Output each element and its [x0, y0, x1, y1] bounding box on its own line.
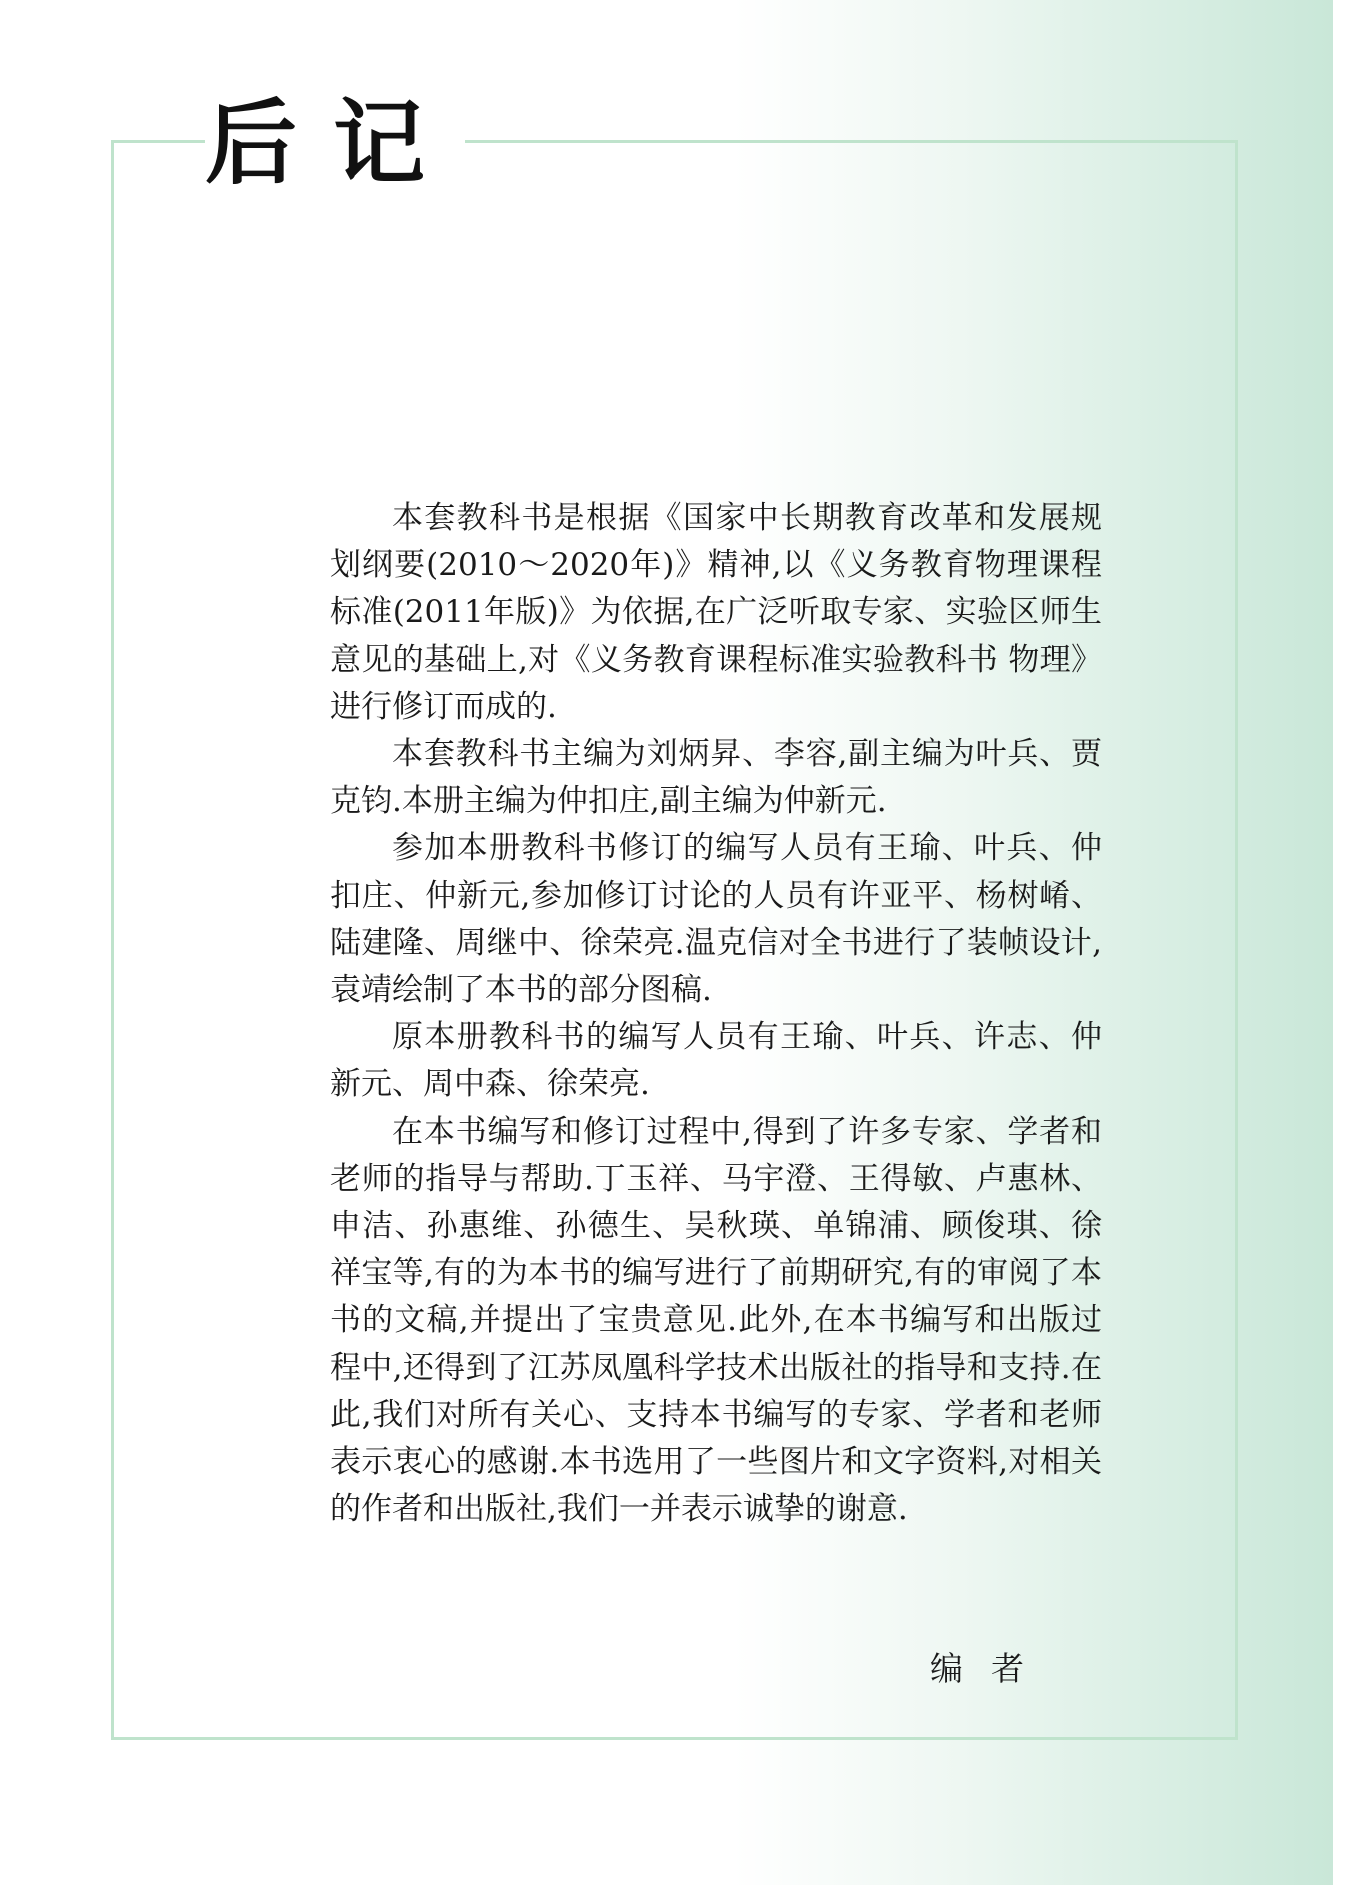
- paragraph: 本套教科书是根据《国家中长期教育改革和发展规划纲要(2010～2020年)》精神,以《义务教育物理课程标准(2011年版)》为依据,在广泛听取专家、实验区师生意见的基础上,对《义务教育课程标准实验教科书 物理》进行修订而成的.: [330, 500, 1102, 725]
- paragraph: 本套教科书主编为刘炳昇、李容,副主编为叶兵、贾克钧.本册主编为仲扣庄,副主编为仲新元.: [330, 736, 1102, 820]
- page-edge: [1333, 0, 1353, 1885]
- paragraph: 原本册教科书的编写人员有王瑜、叶兵、许志、仲新元、周中森、徐荣亮.: [330, 1019, 1102, 1103]
- afterword-body: [330, 495, 1102, 1533]
- page-title: 后记: [205, 88, 465, 198]
- paragraph: 在本书编写和修订过程中,得到了许多专家、学者和老师的指导与帮助.丁玉祥、马宇澄、王得敏、卢惠林、申洁、孙惠维、孙德生、吴秋瑛、单锦浦、顾俊琪、徐祥宝等,有的为本书的编写进行了前期研究,有的审阅了本书的文稿,并提出了宝贵意见.此外,在本书编写和出版过程中,还得到了江苏凤凰科学技术出版社的指导和支持.在此,我们对所有关心、支持本书编写的专家、学者和老师表示衷心的感谢.本书选用了一些图片和文字资料,对相关的作者和出版社,我们一并表示诚挚的谢意.: [330, 1113, 1102, 1528]
- signature: 编者: [930, 1649, 1052, 1688]
- paragraph: 参加本册教科书修订的编写人员有王瑜、叶兵、仲扣庄、仲新元,参加修订讨论的人员有许亚平、杨树崤、陆建隆、周继中、徐荣亮.温克信对全书进行了装帧设计,袁靖绘制了本书的部分图稿.: [330, 830, 1102, 1009]
